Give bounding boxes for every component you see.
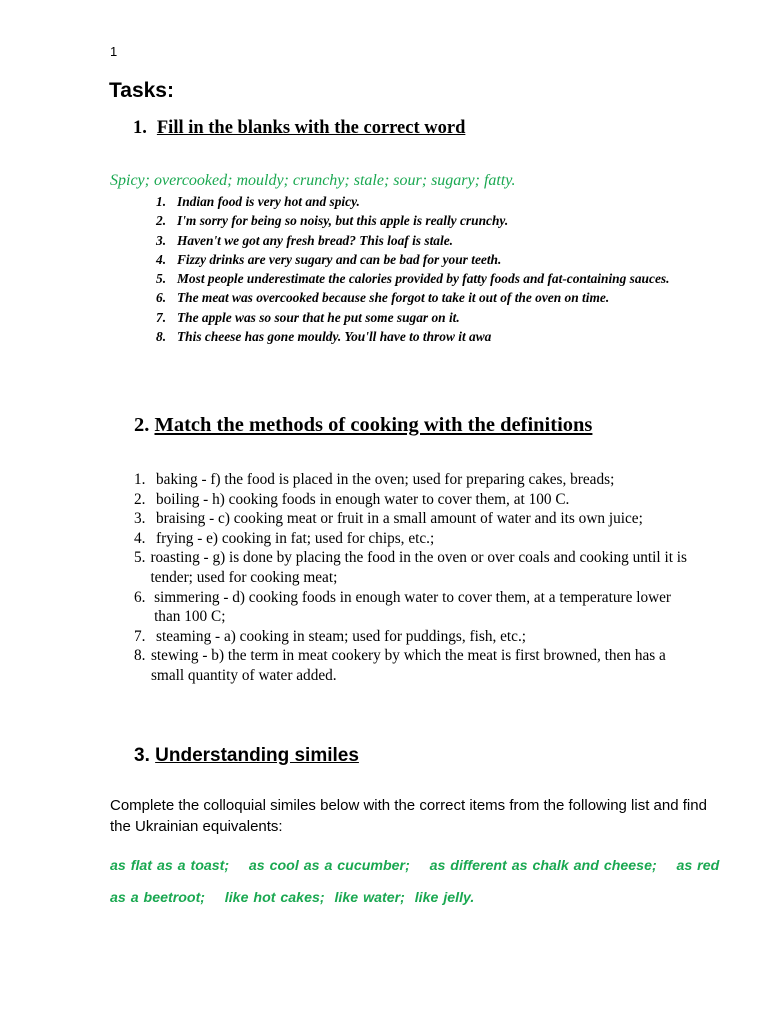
list-item-number: 2. (134, 490, 146, 508)
section1-word-bank: Spicy; overcooked; mouldy; crunchy; stale; sour; sugary; fatty. (110, 172, 516, 189)
tasks-heading: Tasks: (109, 79, 174, 102)
list-item-text: steaming - a) cooking in steam; used for puddings, fish, etc.; (156, 627, 527, 645)
section3-instructions: Complete the colloquial similes below with the correct items from the following list and find the Ukrainian equivalents: (110, 797, 707, 835)
section2-methods-list (134, 470, 694, 686)
list-item-number: 4. (156, 251, 167, 267)
section1-title-text: Fill in the blanks with the correct word (156, 118, 466, 138)
list-item-text: Haven't we got any fresh bread? This loaf is stale. (177, 232, 453, 248)
list-item-text: The apple was so sour that he put some sugar on it. (177, 309, 460, 325)
section1-sentence-list (110, 192, 690, 346)
list-item-number: 3. (156, 232, 167, 248)
list-item (110, 269, 690, 288)
list-item-number: 5. (156, 271, 167, 287)
section2-number: 2. (134, 414, 150, 436)
section1-number: 1. (133, 118, 147, 138)
list-item (134, 490, 694, 510)
list-item-text: I'm sorry for being so noisy, but this apple is really crunchy. (177, 213, 509, 229)
list-item-number: 1. (134, 471, 146, 488)
list-item-text: Indian food is very hot and spicy. (177, 194, 360, 209)
list-item (134, 627, 694, 647)
list-item (110, 211, 690, 230)
list-item (110, 308, 690, 327)
list-item-number: 6. (156, 290, 167, 306)
section2-title-text: Match the methods of cooking with the definitions (154, 414, 593, 436)
list-item-number: 8. (156, 329, 167, 345)
list-item (134, 529, 694, 549)
list-item-text: Fizzy drinks are very sugary and can be bad for your teeth. (177, 251, 502, 267)
list-item-text: boiling - h) cooking foods in enough water to cover them, at 100 C. (156, 490, 570, 508)
list-item-text: stewing - b) the term in meat cookery by which the meat is first browned, then has a small quantity of water added. (150, 647, 666, 684)
list-item-text: roasting - g) is done by placing the food in the oven or over coals and cooking until it is tender; used for cooking meat; (150, 549, 687, 586)
page-number: 1 (110, 44, 118, 59)
section1-title (133, 118, 465, 139)
section3-title-text: Understanding similes (155, 745, 359, 766)
list-item-text: baking - f) the food is placed in the oven; used for preparing cakes, breads; (156, 471, 615, 488)
list-item (134, 588, 694, 627)
list-item-number: 7. (156, 309, 167, 325)
list-item-number: 7. (134, 627, 146, 645)
list-item-number: 4. (134, 529, 146, 547)
section2-title (134, 414, 592, 437)
list-item (134, 548, 694, 587)
list-item-text: The meat was overcooked because she forgot to take it out of the oven on time. (177, 290, 610, 306)
list-item-number: 2. (156, 213, 167, 229)
list-item-number: 8. (134, 647, 146, 665)
list-item-number: 5. (134, 549, 146, 567)
list-item-text: Most people underestimate the calories provided by fatty foods and fat-containing sauces. (177, 271, 670, 287)
list-item (110, 192, 690, 211)
list-item (110, 250, 690, 269)
section3-word-bank: as flat as a toast; as cool as a cucumber; as different as chalk and cheese; as red as a beetroot; like hot cakes; like water; like jelly. (110, 858, 725, 906)
list-item-number: 6. (134, 588, 146, 606)
list-item (110, 327, 690, 346)
list-item (110, 288, 690, 307)
list-item-number: 3. (134, 510, 146, 528)
list-item-text: This cheese has gone mouldy. You'll have to throw it awa (177, 329, 492, 345)
section3-number: 3. (134, 745, 150, 766)
list-item-text: frying - e) cooking in fat; used for chips, etc.; (156, 529, 435, 547)
list-item-text: braising - c) cooking meat or fruit in a small amount of water and its own juice; (156, 510, 643, 528)
list-item (110, 231, 690, 250)
list-item (134, 509, 694, 529)
list-item (134, 470, 694, 490)
list-item-number: 1. (156, 194, 167, 209)
section3-title (134, 745, 359, 767)
list-item-text: simmering - d) cooking foods in enough water to cover them, at a temperature lower than 100 C; (154, 588, 672, 626)
list-item (134, 646, 694, 685)
